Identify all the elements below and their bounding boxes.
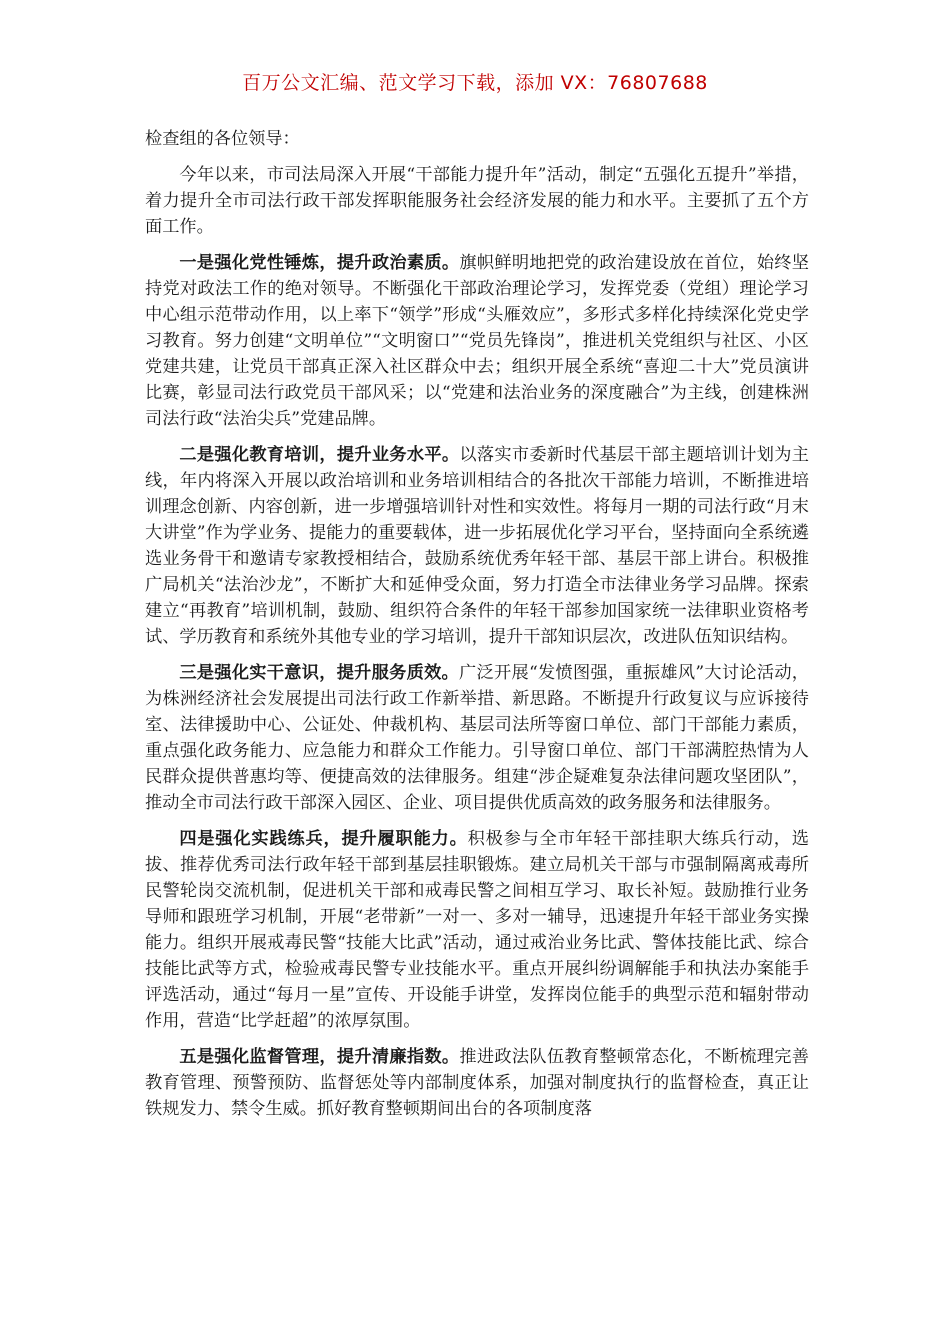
section-paragraph-4 (145, 826, 809, 1034)
section-body-4: 积极参与全市年轻干部挂职大练兵行动，选拔、推荐优秀司法行政年轻干部到基层挂职锻炼。建立局机关干部与市强制隔离戒毒所民警轮岗交流机制，促进机关干部和戒毒民警之间相互学习、取长补短。鼓励推行业务导师和跟班学习机制，开展“老带新”一对一、多对一辅导，迅速提升年轻干部业务实操能力。组织开展戒毒民警“技能大比武”活动，通过戒治业务比武、警体技能比武、综合技能比武等方式，检验戒毒民警专业技能水平。重点开展纠纷调解能手和执法办案能手评选活动，通过“每月一星”宣传、开设能手讲堂，发挥岗位能手的典型示范和辐射带动作用，营造“比学赶超”的浓厚氛围。 (145, 829, 809, 1031)
section-body-5: 推进政法队伍教育整顿常态化，不断梳理完善教育管理、预警预防、监督惩处等内部制度体系，加强对制度执行的监督检查，真正让铁规发力、禁令生威。抓好教育整顿期间出台的各项制度落 (145, 1047, 809, 1119)
section-paragraph-5 (145, 1044, 809, 1122)
document-body (145, 126, 809, 1132)
section-paragraph-3 (145, 660, 809, 816)
section-paragraph-1 (145, 250, 809, 432)
header-banner: 百万公文汇编、范文学习下载，添加 VX：76807688 (242, 72, 708, 94)
section-lead-5: 五是强化监督管理，提升清廉指数。 (179, 1047, 460, 1067)
section-lead-4: 四是强化实践练兵，提升履职能力。 (179, 829, 468, 849)
section-lead-1: 一是强化党性锤炼，提升政治素质。 (179, 253, 460, 273)
section-paragraph-2 (145, 442, 809, 650)
salutation: 检查组的各位领导： (145, 129, 300, 149)
section-lead-2: 二是强化教育培训，提升业务水平。 (179, 445, 460, 465)
intro-paragraph: 今年以来，市司法局深入开展“干部能力提升年”活动，制定“五强化五提升”举措，着力提升全市司法行政干部发挥职能服务社会经济发展的能力和水平。主要抓了五个方面工作。 (145, 165, 809, 237)
section-lead-3: 三是强化实干意识，提升服务质效。 (179, 663, 460, 683)
section-body-1: 旗帜鲜明地把党的政治建设放在首位，始终坚持党对政法工作的绝对领导。不断强化干部政治理论学习，发挥党委（党组）理论学习中心组示范带动作用，以上率下“领学”形成“头雁效应”，多形式多样化持续深化党史学习教育。努力创建“文明单位”“文明窗口”“党员先锋岗”，推进机关党组织与社区、小区党建共建，让党员干部真正深入社区群众中去；组织开展全系统“喜迎二十大”党员演讲比赛，彰显司法行政党员干部风采；以“党建和法治业务的深度融合”为主线，创建株洲司法行政“法治尖兵”党建品牌。 (145, 253, 809, 429)
section-body-2: 以落实市委新时代基层干部主题培训计划为主线，年内将深入开展以政治培训和业务培训相结合的各批次干部能力培训，不断推进培训理念创新、内容创新，进一步增强培训针对性和实效性。将每月一期的司法行政“月末大讲堂”作为学业务、提能力的重要载体，进一步拓展优化学习平台，坚持面向全系统遴选业务骨干和邀请专家教授相结合，鼓励系统优秀年轻干部、基层干部上讲台。积极推广局机关“法治沙龙”，不断扩大和延伸受众面，努力打造全市法律业务学习品牌。探索建立“再教育”培训机制，鼓励、组织符合条件的年轻干部参加国家统一法律职业资格考试、学历教育和系统外其他专业的学习培训，提升干部知识层次，改进队伍知识结构。 (145, 445, 809, 647)
section-body-3: 广泛开展“发愤图强，重振雄风”大讨论活动，为株洲经济社会发展提出司法行政工作新举措、新思路。不断提升行政复议与应诉接待室、法律援助中心、公证处、仲裁机构、基层司法所等窗口单位、部门干部能力素质，重点强化政务能力、应急能力和群众工作能力。引导窗口单位、部门干部满腔热情为人民群众提供普惠均等、便捷高效的法律服务。组建“涉企疑难复杂法律问题攻坚团队”，推动全市司法行政干部深入园区、企业、项目提供优质高效的政务服务和法律服务。 (145, 663, 809, 813)
